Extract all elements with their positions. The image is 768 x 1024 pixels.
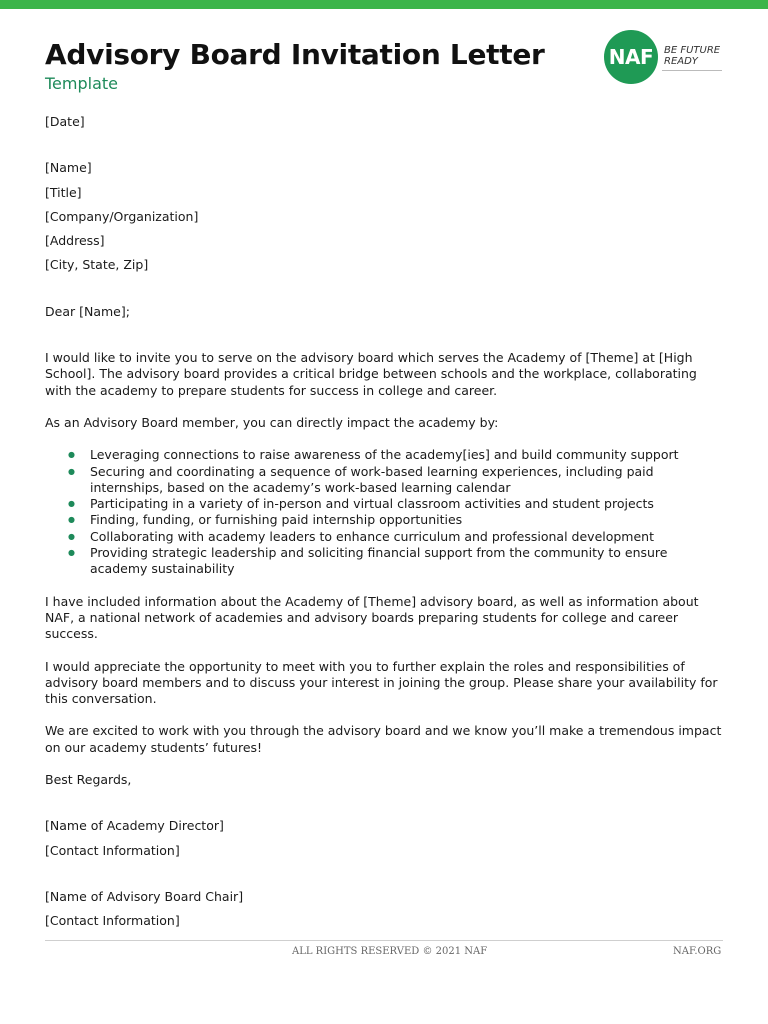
footer-rights: ALL RIGHTS RESERVED © 2021 NAF — [292, 946, 488, 957]
signer-1-name: [Name of Academy Director] — [45, 818, 224, 834]
tagline-line-1: BE FUTURE — [664, 45, 721, 56]
list-item: ● Finding, funding, or furnishing paid internship opportunities — [90, 512, 725, 528]
signer-1-contact: [Contact Information] — [45, 842, 180, 858]
naf-logo — [604, 30, 724, 86]
paragraph-invitation: I would like to invite you to serve on the advisory board which serves the Academy of [Theme] at [High School]. The advisory board provides a critical bridge between schools and the workplace, collaborating with the academy to prepare students for success in college and career. — [45, 350, 697, 398]
signer-2-contact: [Contact Information] — [45, 913, 180, 929]
recipient-name: [Name] — [45, 160, 92, 176]
page-subtitle: Template — [45, 74, 119, 93]
list-item: ● Securing and coordinating a sequence of work-based learning experiences, including paid internships, based on the academy’s work-based learning calendar — [90, 464, 725, 497]
recipient-block — [45, 160, 725, 273]
top-accent-bar — [0, 0, 768, 9]
paragraph-impact-intro: As an Advisory Board member, you can directly impact the academy by: — [45, 414, 499, 430]
letter-date: [Date] — [45, 114, 85, 129]
recipient-company: [Company/Organization] — [45, 208, 199, 224]
impact-list — [45, 447, 725, 577]
list-item: ● Leveraging connections to raise awareness of the academy[ies] and build community support — [90, 447, 725, 463]
logo-text: NAF — [608, 45, 654, 69]
paragraph-excited: We are excited to work with you through the advisory board and we know you’ll make a tremendous impact on our academy students’ futures! — [45, 723, 722, 755]
page-title: Advisory Board Invitation Letter — [45, 38, 545, 71]
list-item: ● Collaborating with academy leaders to enhance curriculum and professional development — [90, 529, 725, 545]
salutation: Dear [Name]; — [45, 303, 130, 319]
footer-divider — [45, 940, 723, 941]
tagline-underline — [662, 70, 722, 71]
letter-body — [45, 114, 725, 930]
logo-tagline — [664, 45, 720, 67]
closing: Best Regards, — [45, 772, 132, 788]
tagline-line-2: READY — [664, 56, 698, 67]
paragraph-meeting: I would appreciate the opportunity to meet with you to further explain the roles and responsibilities of advisory board members and to discuss your interest in joining the group. Please share your availability for this conversation. — [45, 658, 718, 707]
list-item: ● Participating in a variety of in-person and virtual classroom activities and student projects — [90, 496, 725, 512]
paragraph-info: I have included information about the Academy of [Theme] advisory board, as well as information about NAF, a national network of academies and advisory boards preparing students for college and career success. — [45, 593, 699, 642]
recipient-city: [City, State, Zip] — [45, 257, 149, 273]
recipient-title: [Title] — [45, 184, 82, 200]
list-item: ● Providing strategic leadership and soliciting financial support from the community to ensure academy sustainability — [90, 545, 725, 578]
footer-site-link[interactable]: NAF.ORG — [673, 946, 722, 957]
signer-2-name: [Name of Advisory Board Chair] — [45, 888, 244, 904]
recipient-address: [Address] — [45, 233, 105, 249]
